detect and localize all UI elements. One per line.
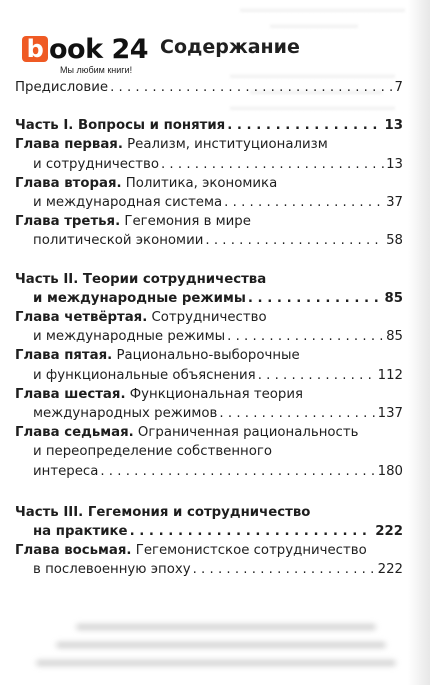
chapter-label: Глава шестая. — [15, 386, 126, 402]
page-number: 112 — [377, 367, 403, 383]
logo-wordmark — [22, 34, 152, 64]
logo-b-icon: b — [22, 36, 48, 62]
toc-entry-part3[interactable] — [15, 503, 403, 541]
chapter-title: Функциональная теория — [129, 386, 303, 402]
toc-line — [15, 462, 403, 481]
toc-entry-ch1[interactable] — [15, 135, 403, 173]
toc-line — [15, 404, 403, 423]
toc-line — [15, 78, 403, 97]
chapter-label: Глава первая. — [15, 137, 123, 153]
toc-entry-ch4[interactable] — [15, 308, 403, 346]
chapter-title-cont: и функциональные объяснения — [33, 367, 256, 383]
part-title: Часть III. Гегемония и сотрудничество — [15, 504, 311, 520]
dot-leader — [193, 560, 376, 579]
dot-leader — [258, 366, 376, 385]
dot-leader — [219, 404, 375, 423]
toc-line — [15, 308, 403, 327]
chapter-title-cont: и переопределение собственного — [33, 444, 272, 460]
chapter-label: Глава третья. — [15, 214, 121, 230]
toc-entry-ch8[interactable] — [15, 541, 403, 579]
toc-line — [15, 231, 403, 250]
toc-line — [15, 289, 403, 308]
part-title-cont: и международные режимы — [33, 290, 246, 306]
dot-leader — [130, 522, 374, 541]
page-number: 37 — [386, 195, 403, 211]
chapter-label: Глава седьмая. — [15, 425, 134, 441]
page-number: 222 — [377, 562, 403, 578]
toc-line — [15, 270, 403, 289]
toc-line — [15, 155, 403, 174]
dot-leader — [227, 116, 382, 135]
toc-entry-part2[interactable] — [15, 270, 403, 308]
toc-line — [15, 116, 403, 135]
chapter-label: Глава четвёртая. — [15, 310, 148, 326]
blurred-lower-region — [16, 620, 412, 690]
chapter-title: Гегемония в мире — [124, 214, 251, 230]
chapter-title-cont: и сотрудничество — [33, 156, 159, 172]
toc-line — [15, 442, 403, 461]
chapter-title-cont: международных режимов — [33, 406, 218, 422]
page-number: 137 — [377, 406, 403, 422]
toc-line — [15, 327, 403, 346]
page-number: 13 — [386, 156, 403, 172]
chapter-title: Рационально-выборочные — [116, 348, 300, 364]
toc-line — [15, 423, 403, 442]
toc-line — [15, 560, 403, 579]
toc-line — [15, 385, 403, 404]
toc-line — [15, 174, 403, 193]
toc-entry-ch7[interactable] — [15, 423, 403, 481]
toc-entry-part1[interactable] — [15, 116, 403, 135]
logo-tagline: Мы любим книги! — [60, 65, 133, 75]
dot-leader — [227, 327, 384, 346]
chapter-label: Глава вторая. — [15, 175, 122, 191]
entry-title: Предисловие — [15, 80, 109, 95]
chapter-title: Гегемонистское сотрудничество — [135, 543, 367, 559]
chapter-title-cont: в послевоенную эпоху — [33, 562, 191, 578]
dot-leader — [248, 289, 383, 308]
page-number: 222 — [375, 524, 403, 540]
dot-leader — [100, 462, 375, 481]
chapter-title: Сотрудничество — [151, 310, 267, 326]
page-edge-shadow — [408, 0, 430, 685]
toc-line — [15, 366, 403, 385]
dot-leader — [224, 193, 384, 212]
toc-entry-ch6[interactable] — [15, 385, 403, 423]
chapter-title: Политика, экономика — [125, 175, 278, 191]
part-title-cont: на практике — [33, 524, 128, 540]
toc-line — [15, 212, 403, 231]
dot-leader — [161, 155, 384, 174]
chapter-label: Глава пятая. — [15, 348, 113, 364]
toc-line — [15, 541, 403, 560]
toc-entry-ch3[interactable] — [15, 212, 403, 250]
chapter-title-cont: интереса — [33, 463, 99, 479]
page-number: 85 — [384, 290, 403, 306]
part-title: Часть II. Теории сотрудничества — [15, 271, 267, 287]
page-number: 58 — [386, 233, 403, 249]
chapter-label: Глава восьмая. — [15, 543, 132, 559]
chapter-title-cont: и международные режимы — [33, 329, 226, 345]
toc-line — [15, 346, 403, 365]
page-number: 7 — [394, 80, 403, 95]
part-title: Часть I. Вопросы и понятия — [15, 118, 226, 134]
chapter-title-cont: и международная система — [33, 195, 223, 211]
table-of-contents — [15, 78, 403, 580]
chapter-title-cont: политической экономии — [33, 233, 204, 249]
page-title: Содержание — [160, 36, 300, 58]
page-number: 85 — [386, 329, 403, 345]
toc-entry-preface[interactable] — [15, 78, 403, 97]
toc-line — [15, 135, 403, 154]
book24-logo — [22, 34, 152, 78]
toc-entry-ch5[interactable] — [15, 346, 403, 384]
page-number: 180 — [377, 463, 403, 479]
page-number: 13 — [384, 118, 403, 134]
toc-line — [15, 522, 403, 541]
toc-line — [15, 503, 403, 522]
chapter-title: Ограниченная рациональность — [137, 425, 359, 441]
toc-line — [15, 193, 403, 212]
dot-leader — [110, 78, 392, 97]
toc-entry-ch2[interactable] — [15, 174, 403, 212]
chapter-title: Реализм, институционализм — [127, 137, 328, 153]
dot-leader — [205, 231, 384, 250]
logo-text: ook 24 — [49, 33, 149, 65]
facing-page-bleed: ……………………………………… …………………… ……………………………………… ……………………………… ……………………………………… — [230, 1, 405, 112]
